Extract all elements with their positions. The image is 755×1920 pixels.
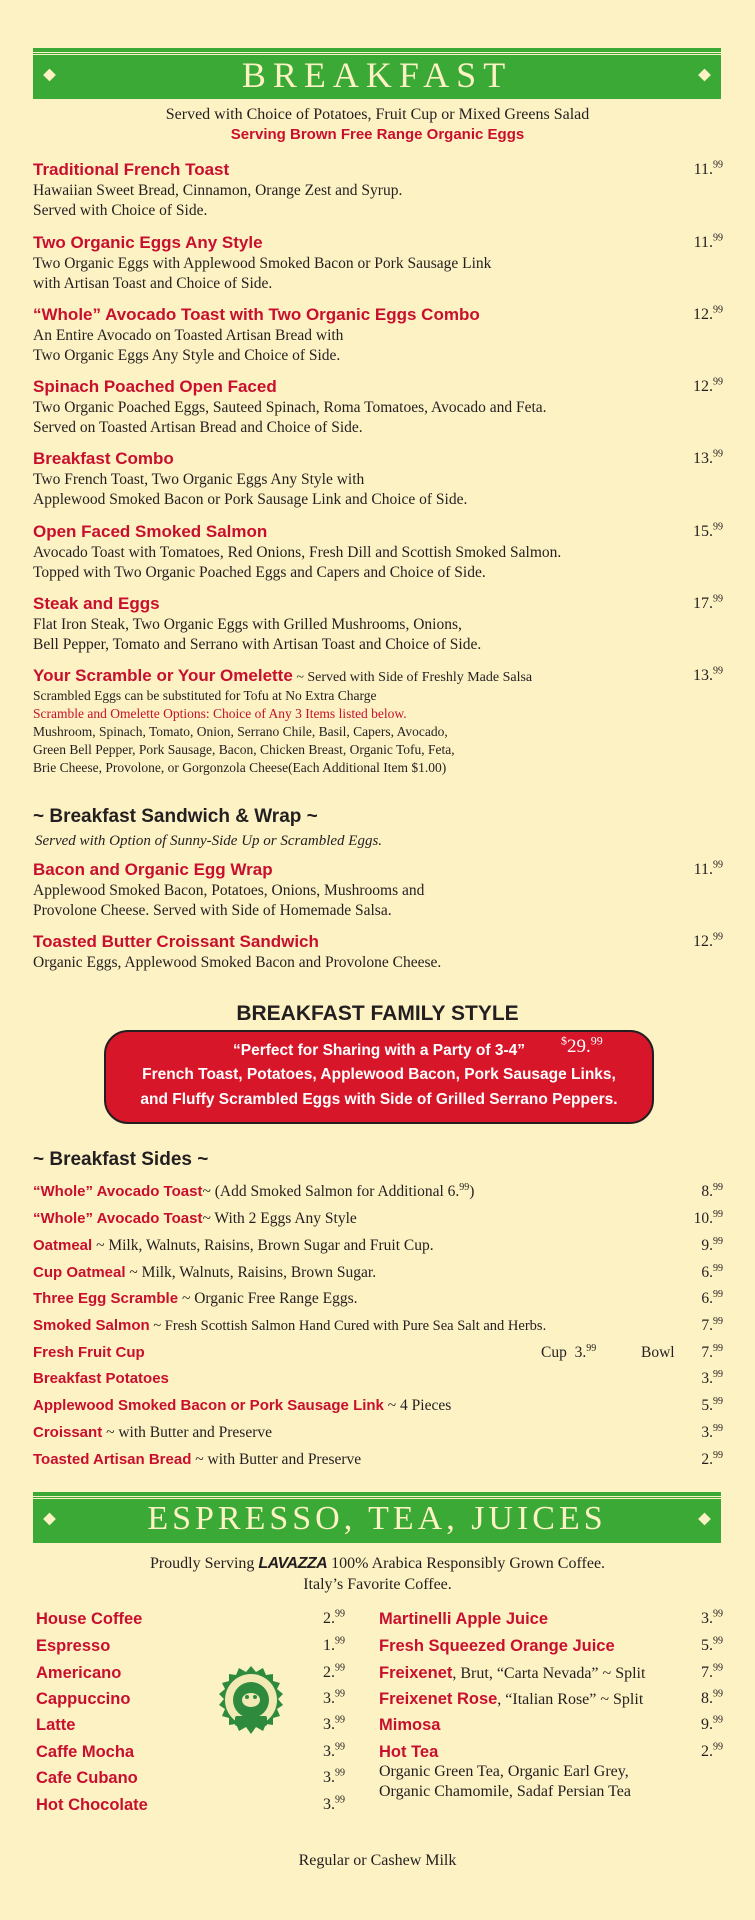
menu-item	[33, 931, 723, 973]
menu-item	[33, 376, 723, 438]
fruit-cup-price: Cup 3.99	[541, 1342, 597, 1361]
item-price: 17.99	[693, 593, 723, 612]
side-item	[33, 1343, 723, 1363]
family-tagline: “Perfect for Sharing with a Party of 3-4”	[233, 1042, 525, 1059]
side-price: 6.99	[701, 1288, 723, 1307]
side-price: 7.99	[701, 1342, 723, 1361]
item-desc: Served with Choice of Side.	[33, 202, 208, 219]
side-item: Oatmeal ~ Milk, Walnuts, Raisins, Brown Sugar and Fruit Cup. 9.99	[33, 1235, 723, 1254]
scramble-list: Brie Cheese, Provolone, or Gorgonzola Cheese(Each Additional Item $1.00)	[33, 760, 447, 775]
side-item: Toasted Artisan Bread ~ with Butter and Preserve 2.99	[33, 1449, 723, 1468]
breakfast-intro	[0, 105, 755, 145]
drinks-title: ESPRESSO, TEA, JUICES	[147, 1500, 607, 1537]
side-name: Smoked Salmon	[33, 1317, 150, 1334]
side-name: Croissant	[33, 1424, 103, 1441]
side-name: Cup Oatmeal	[33, 1264, 126, 1281]
item-desc: Applewood Smoked Bacon, Potatoes, Onions, Mushrooms and	[33, 882, 425, 899]
side-item: Smoked Salmon ~ Fresh Scottish Salmon Hand Cured with Pure Sea Salt and Herbs. 7.99	[33, 1315, 723, 1334]
drink-item: Espresso 1.99	[36, 1635, 345, 1655]
family-line: and Fluffy Scrambled Eggs with Side of Grilled Serrano Peppers.	[140, 1091, 618, 1108]
side-price: 3.99	[701, 1422, 723, 1441]
item-desc: Provolone Cheese. Served with Side of Homemade Salsa.	[33, 902, 392, 919]
item-name: Two Organic Eggs Any Style	[33, 233, 263, 252]
drink-item: Freixenet, Brut, “Carta Nevada” ~ Split 7.99	[379, 1662, 723, 1682]
side-price: 3.99	[701, 1368, 723, 1387]
item-price: 15.99	[693, 521, 723, 540]
side-name: “Whole” Avocado Toast	[33, 1210, 203, 1227]
item-desc: Two French Toast, Two Organic Eggs Any Style with	[33, 471, 365, 488]
side-price: 2.99	[701, 1449, 723, 1468]
item-desc: Applewood Smoked Bacon or Pork Sausage Link and Choice of Side.	[33, 491, 468, 508]
coffee-intro	[0, 1553, 755, 1595]
family-tagline-row	[106, 1033, 652, 1062]
item-desc: An Entire Avocado on Toasted Artisan Bread with	[33, 327, 344, 344]
breakfast-intro-red: Serving Brown Free Range Organic Eggs	[230, 126, 525, 143]
item-desc: Two Organic Poached Eggs, Sauteed Spinach, Roma Tomatoes, Avocado and Feta.	[33, 399, 547, 416]
scramble-list: Green Bell Pepper, Pork Sausage, Bacon, Chicken Breast, Organic Tofu, Feta,	[33, 742, 455, 757]
drink-item: Freixenet Rose, “Italian Rose” ~ Split 8.99	[379, 1688, 723, 1708]
drink-item: Caffe Mocha 3.99	[36, 1741, 345, 1761]
family-price: $29.99	[561, 1033, 603, 1057]
drink-item: Cafe Cubano 3.99	[36, 1767, 345, 1787]
menu-item	[33, 593, 723, 655]
item-name: Bacon and Organic Egg Wrap	[33, 860, 273, 879]
rainforest-alliance-seal	[213, 1664, 289, 1740]
item-desc: Topped with Two Organic Poached Eggs and Capers and Choice of Side.	[33, 564, 486, 581]
milk-note: Regular or Cashew Milk	[298, 1852, 457, 1869]
scramble-options: Scramble and Omelette Options: Choice of Any 3 Items listed below.	[33, 706, 407, 721]
item-price: 13.99	[693, 448, 723, 467]
side-item: Croissant ~ with Butter and Preserve 3.99	[33, 1422, 723, 1441]
menu-item	[33, 521, 723, 583]
tea-line: Organic Green Tea, Organic Earl Grey,	[379, 1763, 629, 1780]
item-suffix: ~ Served with Side of Freshly Made Salsa	[292, 670, 533, 685]
side-price: 8.99	[701, 1181, 723, 1200]
item-price: 11.99	[693, 159, 723, 178]
drink-item: Cappuccino 3.99	[36, 1688, 345, 1708]
side-item: “Whole” Avocado Toast~ With 2 Eggs Any Style 10.99	[33, 1208, 723, 1227]
side-item: Three Egg Scramble ~ Organic Free Range Eggs. 6.99	[33, 1288, 723, 1307]
breakfast-intro-text: Served with Choice of Potatoes, Fruit Cup or Mixed Greens Salad	[165, 106, 590, 123]
item-desc: Bell Pepper, Tomato and Serrano with Artisan Toast and Choice of Side.	[33, 636, 482, 653]
item-desc: Flat Iron Steak, Two Organic Eggs with Grilled Mushrooms, Onions,	[33, 616, 462, 633]
menu-item	[33, 159, 723, 221]
scramble-list: Mushroom, Spinach, Tomato, Onion, Serrano Chile, Basil, Capers, Avocado,	[33, 724, 448, 739]
side-item	[33, 1369, 723, 1389]
tea-options	[379, 1762, 631, 1802]
item-name: Open Faced Smoked Salmon	[33, 522, 268, 541]
breakfast-banner	[33, 52, 721, 95]
side-price: 6.99	[701, 1262, 723, 1281]
item-desc: Two Organic Eggs with Applewood Smoked Bacon or Pork Sausage Link	[33, 255, 492, 272]
item-name: “Whole” Avocado Toast with Two Organic Eggs Combo	[33, 305, 480, 324]
item-price: 11.99	[693, 859, 723, 878]
side-name: Fresh Fruit Cup	[33, 1344, 145, 1361]
item-name: Spinach Poached Open Faced	[33, 377, 277, 396]
fruit-bowl-label: Bowl	[641, 1344, 675, 1361]
item-name: Your Scramble or Your Omelette	[33, 666, 293, 685]
lavazza-logo: LAVAZZA	[258, 1555, 328, 1572]
item-name: Toasted Butter Croissant Sandwich	[33, 932, 319, 951]
side-name: Toasted Artisan Bread	[33, 1451, 192, 1468]
side-item: Applewood Smoked Bacon or Pork Sausage Link ~ 4 Pieces 5.99	[33, 1395, 723, 1414]
drinks-banner	[33, 1496, 721, 1539]
item-desc: Served on Toasted Artisan Bread and Choice of Side.	[33, 419, 363, 436]
menu-item	[33, 859, 723, 921]
side-price: 9.99	[701, 1235, 723, 1254]
drink-item: Hot Tea 2.99	[379, 1741, 723, 1761]
drink-item: Americano 2.99	[36, 1662, 345, 1682]
drink-item: Mimosa 9.99	[379, 1714, 723, 1734]
side-price: 10.99	[693, 1208, 723, 1227]
coffee-tagline: Italy’s Favorite Coffee.	[303, 1576, 452, 1593]
scramble-note: Scrambled Eggs can be substituted for Tofu at No Extra Charge	[33, 688, 377, 703]
breakfast-title: BREAKFAST	[241, 55, 513, 95]
item-desc: Organic Eggs, Applewood Smoked Bacon and Provolone Cheese.	[33, 954, 442, 971]
drink-item: Latte 3.99	[36, 1714, 345, 1734]
item-desc: Avocado Toast with Tomatoes, Red Onions, Fresh Dill and Scottish Smoked Salmon.	[33, 544, 562, 561]
item-price: 11.99	[693, 232, 723, 251]
sides-heading: ~ Breakfast Sides ~	[33, 1149, 209, 1170]
menu-item	[33, 232, 723, 294]
item-name: Breakfast Combo	[33, 449, 174, 468]
scramble-item	[33, 665, 723, 777]
side-price: 7.99	[701, 1315, 723, 1334]
item-price: 12.99	[693, 304, 723, 323]
menu-item	[33, 448, 723, 510]
side-price: 5.99	[701, 1395, 723, 1414]
item-desc: Hawaiian Sweet Bread, Cinnamon, Orange Zest and Syrup.	[33, 182, 403, 199]
item-desc: with Artisan Toast and Choice of Side.	[33, 275, 273, 292]
family-style-box	[104, 1030, 654, 1124]
serving-prefix: Proudly Serving	[149, 1555, 255, 1572]
sandwich-subtitle: Served with Option of Sunny-Side Up or Scrambled Eggs.	[35, 833, 383, 849]
sandwich-heading: ~ Breakfast Sandwich & Wrap ~	[33, 806, 318, 827]
item-desc: Two Organic Eggs Any Style and Choice of Side.	[33, 347, 341, 364]
side-item: Cup Oatmeal ~ Milk, Walnuts, Raisins, Brown Sugar. 6.99	[33, 1262, 723, 1281]
family-line: French Toast, Potatoes, Applewood Bacon, Pork Sausage Links,	[142, 1066, 616, 1083]
item-name: Traditional French Toast	[33, 160, 230, 179]
item-price: 12.99	[693, 376, 723, 395]
side-item: “Whole” Avocado Toast~ (Add Smoked Salmon for Additional 6.99) 8.99	[33, 1181, 723, 1200]
drink-item: Fresh Squeezed Orange Juice 5.99	[379, 1635, 723, 1655]
drink-item: Hot Chocolate 3.99	[36, 1794, 345, 1814]
drink-item: Martinelli Apple Juice 3.99	[379, 1608, 723, 1628]
tea-line: Organic Chamomile, Sadaf Persian Tea	[379, 1783, 631, 1800]
side-name: Oatmeal	[33, 1237, 93, 1254]
item-name: Steak and Eggs	[33, 594, 160, 613]
family-heading: BREAKFAST FAMILY STYLE	[236, 1002, 519, 1025]
drink-item: House Coffee 2.99	[36, 1608, 345, 1628]
side-name: Breakfast Potatoes	[33, 1370, 169, 1387]
item-price: 13.99	[693, 665, 723, 684]
side-name: Applewood Smoked Bacon or Pork Sausage Link	[33, 1397, 384, 1414]
serving-suffix: 100% Arabica Responsibly Grown Coffee.	[331, 1555, 606, 1572]
side-name: Three Egg Scramble	[33, 1290, 179, 1307]
item-price: 12.99	[693, 931, 723, 950]
menu-item	[33, 304, 723, 366]
side-name: “Whole” Avocado Toast	[33, 1183, 203, 1200]
